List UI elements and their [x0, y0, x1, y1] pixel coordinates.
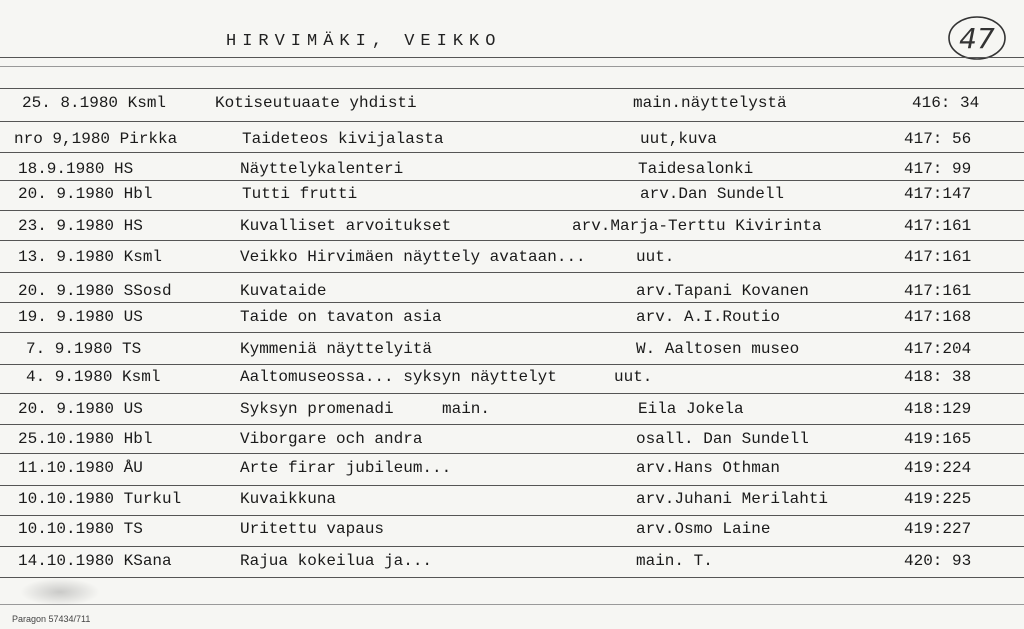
- entry-date-source: 20. 9.1980 Hbl: [18, 185, 153, 203]
- entry-ref: 417:204: [904, 340, 972, 358]
- entry-ref: 419:227: [904, 520, 972, 538]
- entry-date-source: 23. 9.1980 HS: [18, 217, 143, 235]
- entry-title: Kuvataide: [240, 282, 327, 300]
- card-name-heading: HIRVIMÄKI, VEIKKO: [226, 32, 502, 51]
- entry-note-main: main.: [442, 400, 491, 418]
- rule-line: [0, 88, 1024, 89]
- printer-imprint: Paragon 57434/711: [12, 614, 91, 624]
- entry-date-source: 10.10.1980 Turkul: [18, 490, 182, 508]
- entry-note: uut,kuva: [640, 130, 717, 148]
- entry-note: osall. Dan Sundell: [636, 430, 809, 448]
- entry-row: [0, 340, 1024, 366]
- entry-row: [0, 552, 1024, 578]
- entry-note: main.näyttelystä: [633, 94, 787, 112]
- entry-title: Kymmeniä näyttelyitä: [240, 340, 433, 358]
- entry-row: [0, 94, 1024, 120]
- entry-date-source: 11.10.1980 ÅU: [18, 459, 143, 477]
- entry-row: [0, 185, 1024, 211]
- entry-row: [0, 248, 1024, 274]
- entry-ref: 417:161: [904, 248, 972, 266]
- entry-title: Arte firar jubileum...: [240, 459, 452, 477]
- entry-title: Kuvalliset arvoitukset: [240, 217, 452, 235]
- entry-ref: 417:147: [904, 185, 972, 203]
- entry-ref: 419:225: [904, 490, 972, 508]
- entry-row: [0, 400, 1024, 426]
- entry-note: uut.: [614, 368, 653, 386]
- rule-line: [0, 604, 1024, 605]
- entry-row: [0, 459, 1024, 485]
- entry-ref: 419:224: [904, 459, 972, 477]
- entry-note: Taidesalonki: [638, 160, 754, 178]
- entry-ref: 417:161: [904, 217, 972, 235]
- entry-row: [0, 160, 1024, 186]
- entry-ref: 417: 56: [904, 130, 972, 148]
- rule-line: [0, 121, 1024, 122]
- entry-row: [0, 217, 1024, 243]
- entry-date-source: 18.9.1980 HS: [18, 160, 134, 178]
- entry-date-source: 25. 8.1980 Ksml: [22, 94, 167, 112]
- entry-title: Kuvaikkuna: [240, 490, 337, 508]
- entry-date-source: 19. 9.1980 US: [18, 308, 143, 326]
- entry-note: uut.: [636, 248, 675, 266]
- entry-ref: 420: 93: [904, 552, 972, 570]
- entry-note: arv.Hans Othman: [636, 459, 781, 477]
- entry-title: Taide on tavaton asia: [240, 308, 442, 326]
- entry-row: [0, 430, 1024, 456]
- entry-note: arv. A.I.Routio: [636, 308, 781, 326]
- entry-date-source: 20. 9.1980 SSosd: [18, 282, 172, 300]
- entry-ref: 417:161: [904, 282, 972, 300]
- entry-date-source: 25.10.1980 Hbl: [18, 430, 153, 448]
- entry-title: Veikko Hirvimäen näyttely avataan...: [240, 248, 586, 266]
- entry-title: Tutti frutti: [242, 185, 358, 203]
- entry-row: [0, 282, 1024, 308]
- entry-title: Kotiseutuaate yhdisti: [215, 94, 417, 112]
- entry-date-source: 7. 9.1980 TS: [26, 340, 142, 358]
- entry-title: Aaltomuseossa... syksyn näyttelyt: [240, 368, 557, 386]
- rule-line: [0, 66, 1024, 67]
- entry-title: Taideteos kivijalasta: [242, 130, 444, 148]
- entry-title: Viborgare och andra: [240, 430, 423, 448]
- entry-note: arv.Dan Sundell: [640, 185, 785, 203]
- entry-ref: 417: 99: [904, 160, 972, 178]
- entry-date-source: 10.10.1980 TS: [18, 520, 143, 538]
- entry-note: arv.Tapani Kovanen: [636, 282, 809, 300]
- entry-ref: 419:165: [904, 430, 972, 448]
- entry-note: arv.Marja-Terttu Kivirinta: [572, 217, 822, 235]
- entry-ref: 418: 38: [904, 368, 972, 386]
- entry-date-source: 13. 9.1980 Ksml: [18, 248, 163, 266]
- entry-ref: 416: 34: [912, 94, 980, 112]
- entry-ref: 418:129: [904, 400, 972, 418]
- card-number: 47: [959, 21, 995, 55]
- card-number-stamp: [946, 14, 1008, 62]
- entry-date-source: 4. 9.1980 Ksml: [26, 368, 161, 386]
- entry-row: [0, 368, 1024, 394]
- entry-note: Eila Jokela: [638, 400, 744, 418]
- entry-date-source: 14.10.1980 KSana: [18, 552, 172, 570]
- entry-ref: 417:168: [904, 308, 972, 326]
- entry-title: Näyttelykalenteri: [240, 160, 404, 178]
- entry-row: [0, 308, 1024, 334]
- rule-line: [0, 57, 1024, 58]
- entry-note: W. Aaltosen museo: [636, 340, 800, 358]
- entry-date-source: nro 9,1980 Pirkka: [14, 130, 178, 148]
- entry-note: main. T.: [636, 552, 713, 570]
- rule-line: [0, 485, 1024, 486]
- entry-note: arv.Juhani Merilahti: [636, 490, 829, 508]
- ink-smudge: [20, 578, 100, 606]
- entry-title: Syksyn promenadi: [240, 400, 394, 418]
- entry-date-source: 20. 9.1980 US: [18, 400, 143, 418]
- entry-row: [0, 130, 1024, 156]
- entry-row: [0, 520, 1024, 546]
- entry-note: arv.Osmo Laine: [636, 520, 771, 538]
- rule-line: [0, 546, 1024, 547]
- entry-row: [0, 490, 1024, 516]
- entry-title: Uritettu vapaus: [240, 520, 385, 538]
- entry-title: Rajua kokeilua ja...: [240, 552, 433, 570]
